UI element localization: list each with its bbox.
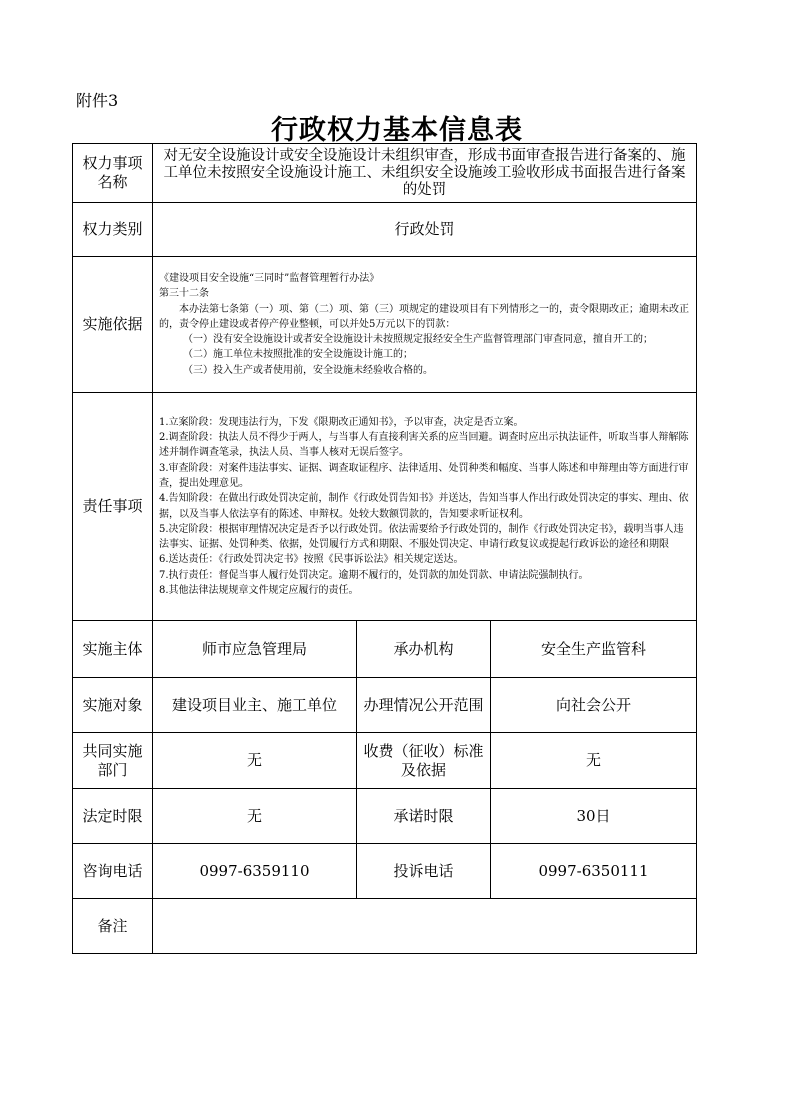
legal-limit-label: 法定时限 — [73, 789, 153, 844]
remark-label: 备注 — [73, 899, 153, 954]
fee-standard-value: 无 — [491, 733, 697, 789]
responsibility-line: 6.送达责任：《行政处罚决定书》按照《民事诉讼法》相关规定送达。 — [159, 554, 464, 566]
joint-dept-label: 共同实施部门 — [73, 733, 153, 789]
promised-limit-value: 30日 — [491, 789, 697, 844]
target-value: 建设项目业主、施工单位 — [153, 678, 357, 733]
basis-line: 第三十二条 — [159, 288, 209, 300]
subject-label: 实施主体 — [73, 621, 153, 678]
responsibility-line: 3.审查阶段：对案件违法事实、证据、调查取证程序、法律适用、处罚种类和幅度、当事人陈述和申辩理由等方面进行审查，提出处理意见。 — [159, 462, 689, 489]
attachment-label: 附件3 — [76, 91, 119, 110]
row-power-name — [73, 144, 697, 203]
responsibility-line: 8.其他法律法规规章文件规定应履行的责任。 — [159, 584, 359, 596]
fee-standard-label: 收费（征收）标准及依据 — [357, 733, 491, 789]
row-basis — [73, 257, 697, 393]
row-phone — [73, 844, 697, 899]
handling-dept-label: 承办机构 — [357, 621, 491, 678]
subject-value: 师市应急管理局 — [153, 621, 357, 678]
disclosure-scope-label: 办理情况公开范围 — [357, 678, 491, 733]
consult-phone-value: 0997-6359110 — [153, 844, 357, 899]
basis-line: （三）投入生产或者使用前，安全设施未经验收合格的。 — [183, 364, 433, 376]
row-target — [73, 678, 697, 733]
power-name-label: 权力事项名称 — [73, 144, 153, 203]
row-remark — [73, 899, 697, 954]
legal-limit-value: 无 — [153, 789, 357, 844]
power-category-value: 行政处罚 — [153, 203, 697, 257]
row-joint — [73, 733, 697, 789]
disclosure-scope-value: 向社会公开 — [491, 678, 697, 733]
power-category-label: 权力类别 — [73, 203, 153, 257]
basis-line: 本办法第七条第（一）项、第（二）项、第（三）项规定的建设项目有下列情形之一的，责令限期改正；逾期未改正的，责令停止建设或者停产停业整顿，可以并处5万元以下的罚款： — [159, 303, 689, 330]
row-responsibility — [73, 393, 697, 621]
row-subject — [73, 621, 697, 678]
responsibility-line: 4.告知阶段：在做出行政处罚决定前，制作《行政处罚告知书》并送达，告知当事人作出行政处罚决定的事实、理由、依据，以及当事人依法享有的陈述、申辩权。处较大数额罚款的，告知要求听证权利。 — [159, 493, 689, 520]
page-title: 行政权力基本信息表 — [271, 115, 523, 146]
responsibility-line: 1.立案阶段：发现违法行为，下发《限期改正通知书》，予以审查，决定是否立案。 — [159, 416, 524, 428]
target-label: 实施对象 — [73, 678, 153, 733]
basis-line: （二）施工单位未按照批准的安全设施设计施工的； — [183, 349, 413, 361]
basis-line: 《建设项目安全设施“三同时”监督管理暂行办法》 — [159, 272, 380, 284]
remark-value — [153, 899, 697, 954]
row-power-category — [73, 203, 697, 257]
row-limit — [73, 789, 697, 844]
complaint-phone-value: 0997-6350111 — [491, 844, 697, 899]
info-table — [72, 143, 697, 954]
handling-dept-value: 安全生产监管科 — [491, 621, 697, 678]
responsibility-line: 2.调查阶段：执法人员不得少于两人，与当事人有直接利害关系的应当回避。调查时应出示执法证件，听取当事人辩解陈述并制作调查笔录，执法人员、当事人核对无误后签字。 — [159, 432, 689, 459]
responsibility-line: 5.决定阶段：根据审理情况决定是否予以行政处罚。依法需要给予行政处罚的，制作《行政处罚决定书》，载明当事人违法事实、证据、处罚种类、依据，处罚履行方式和期限、不服处罚决定、申请行政复议或提起行政诉讼的途径和期限 — [159, 523, 684, 551]
complaint-phone-label: 投诉电话 — [357, 844, 491, 899]
basis-text — [153, 257, 697, 393]
responsibility-text — [153, 393, 697, 621]
joint-dept-value: 无 — [153, 733, 357, 789]
responsibility-line: 7.执行责任：督促当事人履行处罚决定。逾期不履行的，处罚款的加处罚款、申请法院强制执行。 — [159, 569, 589, 581]
basis-label: 实施依据 — [73, 257, 153, 393]
promised-limit-label: 承诺时限 — [357, 789, 491, 844]
responsibility-label: 责任事项 — [73, 393, 153, 621]
basis-line: （一）没有安全设施设计或者安全设施设计未按照规定报经安全生产监督管理部门审查同意，擅自开工的； — [183, 334, 653, 346]
consult-phone-label: 咨询电话 — [73, 844, 153, 899]
power-name-value: 对无安全设施设计或安全设施设计未组织审查，形成书面审查报告进行备案的、施工单位未按照安全设施设计施工、未组织安全设施竣工验收形成书面报告进行备案的处罚 — [153, 144, 697, 203]
